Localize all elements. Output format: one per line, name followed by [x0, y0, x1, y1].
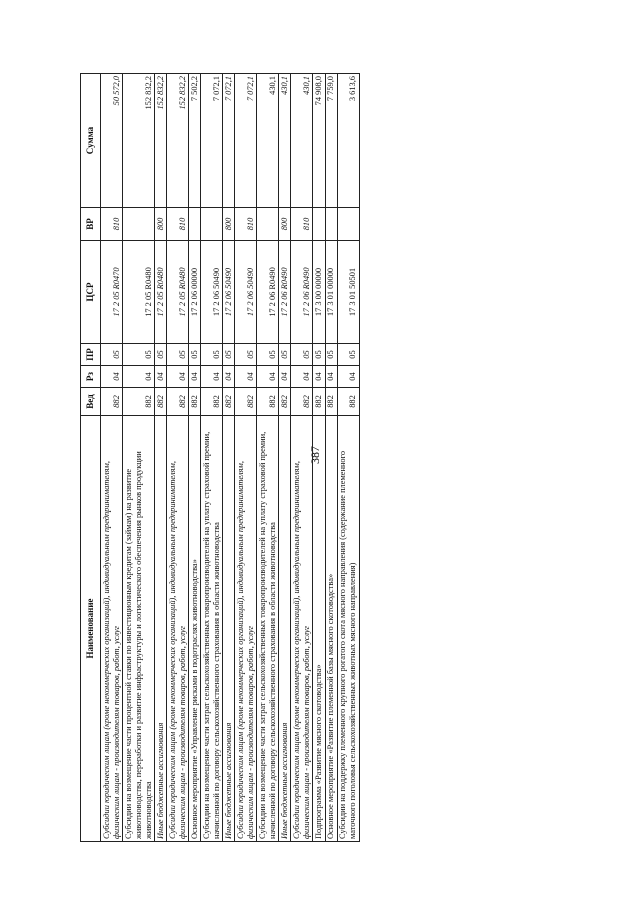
- header-ved: Вед: [81, 388, 101, 416]
- cell-rz: 04: [167, 366, 189, 388]
- cell-ved: 882: [189, 388, 201, 416]
- cell-pr: 05: [257, 344, 279, 366]
- cell-csr: 17 2 06 00000: [189, 241, 201, 344]
- cell-vr: 810: [167, 208, 189, 241]
- header-name: Наименование: [81, 416, 101, 842]
- table-row: [201, 74, 223, 842]
- cell-csr: 17 3 01 00000: [325, 241, 337, 344]
- cell-sum: 7 759,0: [325, 74, 337, 208]
- cell-sum: 7 072,1: [223, 74, 235, 208]
- cell-vr: 800: [223, 208, 235, 241]
- cell-rz: 04: [123, 366, 155, 388]
- table-row: [279, 74, 291, 842]
- header-csr: ЦСР: [81, 241, 101, 344]
- cell-pr: 05: [235, 344, 257, 366]
- cell-name: Иные бюджетные ассигнования: [155, 416, 167, 842]
- cell-name: Субсидии на поддержку племенного крупного рогатого скота мясного направления (содержание племенного маточного поголовья сельскохозяйственных животных мясного направления): [337, 416, 359, 842]
- cell-rz: 04: [235, 366, 257, 388]
- page-number: 387: [308, 446, 322, 464]
- cell-ved: 882: [279, 388, 291, 416]
- cell-ved: 882: [155, 388, 167, 416]
- cell-pr: 05: [167, 344, 189, 366]
- cell-sum: 430,1: [279, 74, 291, 208]
- cell-rz: 04: [101, 366, 123, 388]
- table-row: [313, 74, 325, 842]
- cell-name: Субсидии на возмещение части затрат сельскохозяйственных товаропроизводителей на уплату страховой премии, начисленной по договору сельскохозяйственного страхования в области животноводства: [201, 416, 223, 842]
- cell-vr: [201, 208, 223, 241]
- cell-ved: 882: [223, 388, 235, 416]
- table-row: [257, 74, 279, 842]
- cell-ved: 882: [337, 388, 359, 416]
- header-rz: Рз: [81, 366, 101, 388]
- cell-vr: [257, 208, 279, 241]
- cell-rz: 04: [201, 366, 223, 388]
- cell-csr: 17 2 06 50490: [201, 241, 223, 344]
- cell-name: Иные бюджетные ассигнования: [279, 416, 291, 842]
- cell-pr: 05: [313, 344, 325, 366]
- cell-ved: 882: [167, 388, 189, 416]
- cell-ved: 882: [201, 388, 223, 416]
- cell-ved: 882: [235, 388, 257, 416]
- cell-vr: [189, 208, 201, 241]
- cell-csr: 17 3 01 50501: [337, 241, 359, 344]
- table-row: [325, 74, 337, 842]
- cell-csr: 17 2 06 R0490: [291, 241, 313, 344]
- cell-sum: 152 832,2: [167, 74, 189, 208]
- cell-name: Субсидии на возмещение части затрат сельскохозяйственных товаропроизводителей на уплату страховой премии, начисленной по договору сельскохозяйственного страхования в области животноводства: [257, 416, 279, 842]
- table-row: [223, 74, 235, 842]
- table-row: [291, 74, 313, 842]
- cell-rz: 04: [291, 366, 313, 388]
- cell-ved: 882: [313, 388, 325, 416]
- cell-sum: 74 908,0: [313, 74, 325, 208]
- cell-pr: 05: [201, 344, 223, 366]
- table-row: [189, 74, 201, 842]
- cell-name: Иные бюджетные ассигнования: [223, 416, 235, 842]
- cell-name: Подпрограмма «Развитие мясного скотоводства»: [313, 416, 325, 842]
- cell-ved: 882: [101, 388, 123, 416]
- cell-vr: [313, 208, 325, 241]
- cell-pr: 05: [223, 344, 235, 366]
- cell-pr: 05: [123, 344, 155, 366]
- cell-ved: 882: [123, 388, 155, 416]
- cell-rz: 04: [155, 366, 167, 388]
- cell-csr: 17 2 05 R0480: [167, 241, 189, 344]
- header-pr: ПР: [81, 344, 101, 366]
- cell-vr: 800: [155, 208, 167, 241]
- cell-ved: 882: [291, 388, 313, 416]
- budget-table: [80, 73, 360, 842]
- cell-name: Субсидии юридическим лицам (кроме некоммерческих организаций), индивидуальным предпринимателям, физическим лицам - производителям товаров, работ, услуг: [167, 416, 189, 842]
- cell-vr: 810: [291, 208, 313, 241]
- cell-pr: 05: [291, 344, 313, 366]
- budget-table-container: [80, 74, 550, 842]
- cell-pr: 05: [189, 344, 201, 366]
- cell-name: Субсидии юридическим лицам (кроме некоммерческих организаций), индивидуальным предпринимателям, физическим лицам - производителям товаров, работ, услуг: [291, 416, 313, 842]
- cell-name: Субсидии юридическим лицам (кроме некоммерческих организаций), индивидуальным предпринимателям, физическим лицам - производителям товаров, работ, услуг: [235, 416, 257, 842]
- table-row: [337, 74, 359, 842]
- cell-csr: 17 2 05 R0480: [155, 241, 167, 344]
- header-vr: ВР: [81, 208, 101, 241]
- cell-vr: [123, 208, 155, 241]
- cell-csr: 17 3 00 00000: [313, 241, 325, 344]
- cell-rz: 04: [257, 366, 279, 388]
- cell-rz: 04: [313, 366, 325, 388]
- cell-rz: 04: [337, 366, 359, 388]
- cell-vr: [325, 208, 337, 241]
- cell-csr: 17 2 05 R0470: [101, 241, 123, 344]
- cell-csr: 17 2 06 50490: [235, 241, 257, 344]
- cell-pr: 05: [101, 344, 123, 366]
- cell-pr: 05: [279, 344, 291, 366]
- cell-csr: 17 2 05 R0480: [123, 241, 155, 344]
- cell-csr: 17 2 06 R0490: [257, 241, 279, 344]
- cell-name: Субсидии на возмещение части процентной ставки по инвестиционным кредитам (займам) на развитие животноводства, переработки и развитие инфраструктуры и логистического обеспечения рынков продукции животноводства: [123, 416, 155, 842]
- cell-sum: 7 502,2: [189, 74, 201, 208]
- cell-name: Основное мероприятие «Управление рисками в подотраслях животноводства»: [189, 416, 201, 842]
- table-row: [101, 74, 123, 842]
- cell-sum: 152 832,2: [155, 74, 167, 208]
- cell-name: Субсидии юридическим лицам (кроме некоммерческих организаций), индивидуальным предпринимателям, физическим лицам - производителям товаров, работ, услуг: [101, 416, 123, 842]
- cell-sum: 430,1: [257, 74, 279, 208]
- cell-csr: 17 2 06 R0490: [279, 241, 291, 344]
- cell-pr: 05: [325, 344, 337, 366]
- cell-sum: 3 613,6: [337, 74, 359, 208]
- cell-rz: 04: [325, 366, 337, 388]
- table-row: [235, 74, 257, 842]
- cell-vr: 810: [101, 208, 123, 241]
- table-header-row: [81, 74, 101, 842]
- table-row: [155, 74, 167, 842]
- cell-pr: 05: [155, 344, 167, 366]
- cell-sum: 430,1: [291, 74, 313, 208]
- cell-vr: 800: [279, 208, 291, 241]
- cell-sum: 7 072,1: [201, 74, 223, 208]
- cell-csr: 17 2 06 50490: [223, 241, 235, 344]
- cell-rz: 04: [189, 366, 201, 388]
- cell-pr: 05: [337, 344, 359, 366]
- cell-vr: [337, 208, 359, 241]
- cell-rz: 04: [223, 366, 235, 388]
- cell-name: Основное мероприятие «Развитие племенной базы мясного скотоводства»: [325, 416, 337, 842]
- cell-ved: 882: [325, 388, 337, 416]
- table-row: [123, 74, 155, 842]
- header-sum: Сумма: [81, 74, 101, 208]
- cell-sum: 7 072,1: [235, 74, 257, 208]
- cell-sum: 50 572,0: [101, 74, 123, 208]
- cell-ved: 882: [257, 388, 279, 416]
- cell-rz: 04: [279, 366, 291, 388]
- cell-sum: 152 832,2: [123, 74, 155, 208]
- cell-vr: 810: [235, 208, 257, 241]
- table-row: [167, 74, 189, 842]
